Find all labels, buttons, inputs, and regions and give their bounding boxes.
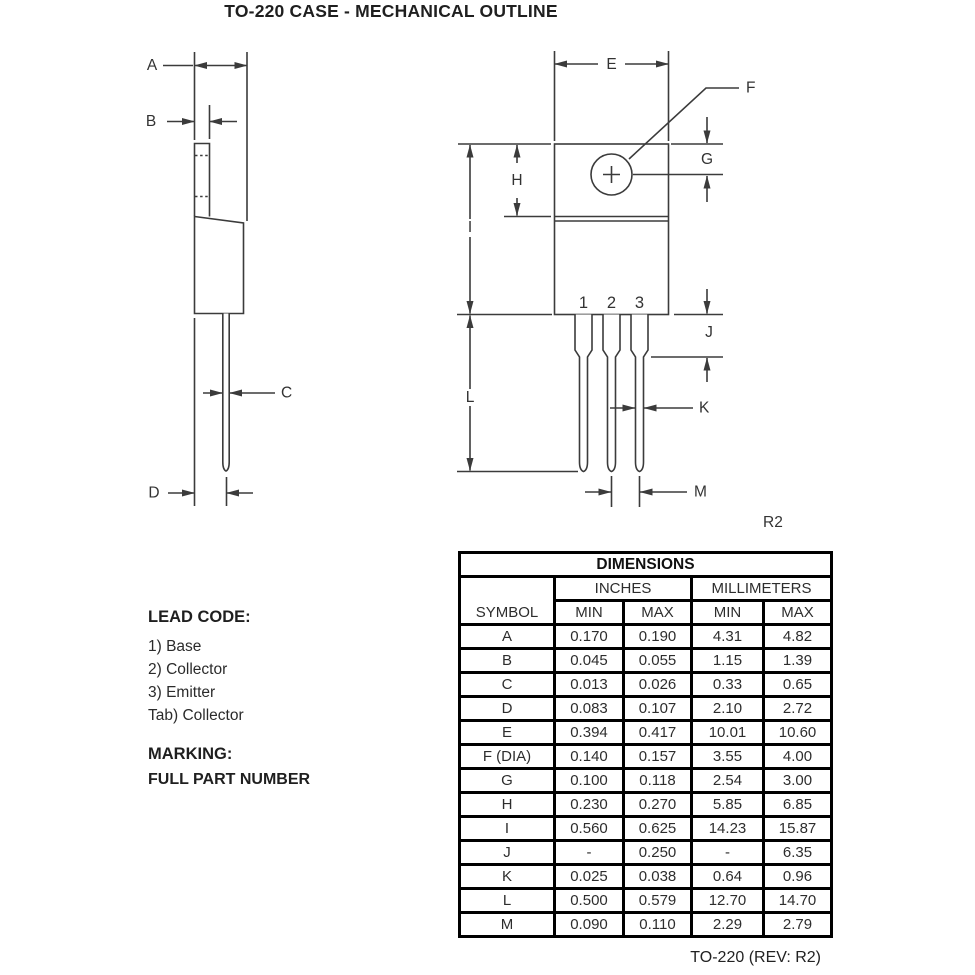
dim-cell: 0.170 — [555, 625, 624, 649]
dim-cell: 0.110 — [624, 913, 692, 937]
dim-cell: 10.60 — [764, 721, 832, 745]
lead-outline — [223, 314, 229, 472]
table-title-row — [460, 553, 832, 577]
table-row — [460, 721, 832, 745]
dim-cell: 3.00 — [764, 769, 832, 793]
dim-label-e: E — [606, 56, 617, 74]
table-row — [460, 769, 832, 793]
dim-cell: 6.35 — [764, 841, 832, 865]
dim-cell: 10.01 — [692, 721, 764, 745]
table-row — [460, 889, 832, 913]
millimeters-header: MILLIMETERS — [692, 577, 832, 601]
table-row — [460, 649, 832, 673]
dim-cell: 0.083 — [555, 697, 624, 721]
dim-cell: 2.10 — [692, 697, 764, 721]
dim-label-j: J — [705, 324, 713, 342]
dim-cell: 0.140 — [555, 745, 624, 769]
dim-cell: 2.54 — [692, 769, 764, 793]
dim-label-f: F — [746, 79, 756, 97]
inches-header: INCHES — [555, 577, 692, 601]
dim-cell: 0.96 — [764, 865, 832, 889]
table-row — [460, 673, 832, 697]
symbol-cell: H — [460, 793, 555, 817]
dim-cell: 0.107 — [624, 697, 692, 721]
dim-cell: 14.70 — [764, 889, 832, 913]
dim-cell: 0.394 — [555, 721, 624, 745]
dim-cell: 2.79 — [764, 913, 832, 937]
dim-cell: - — [555, 841, 624, 865]
dim-label-m: M — [694, 483, 707, 501]
lead-code-heading: LEAD CODE: — [148, 608, 251, 626]
table-caption: TO-220 (REV: R2) — [690, 949, 821, 966]
front-view — [457, 51, 739, 507]
dim-cell: 4.82 — [764, 625, 832, 649]
dim-cell: 0.579 — [624, 889, 692, 913]
dim-cell: 12.70 — [692, 889, 764, 913]
symbol-header: SYMBOL — [460, 577, 555, 625]
marking-value: FULL PART NUMBER — [148, 771, 311, 788]
lead-code-item-tab: Tab) Collector — [148, 707, 244, 724]
lead-3-outline — [631, 315, 648, 472]
symbol-cell: M — [460, 913, 555, 937]
dim-cell: - — [692, 841, 764, 865]
page-title: TO-220 CASE - MECHANICAL OUTLINE — [224, 1, 558, 21]
dim-label-c: C — [281, 384, 293, 402]
dim-cell: 0.417 — [624, 721, 692, 745]
dim-label-l: L — [465, 389, 475, 407]
dim-cell: 0.090 — [555, 913, 624, 937]
dim-cell: 2.29 — [692, 913, 764, 937]
dim-label-k: K — [699, 399, 710, 417]
lead-number-3: 3 — [634, 294, 645, 312]
symbol-cell: A — [460, 625, 555, 649]
dim-cell: 0.250 — [624, 841, 692, 865]
dim-cell: 0.045 — [555, 649, 624, 673]
table-row — [460, 913, 832, 937]
dim-cell: 2.72 — [764, 697, 832, 721]
dim-cell: 0.625 — [624, 817, 692, 841]
table-row — [460, 817, 832, 841]
dim-label-h: H — [511, 172, 523, 190]
lead-code-item-2: 2) Collector — [148, 661, 228, 678]
dim-label-g: G — [700, 151, 714, 169]
symbol-cell: L — [460, 889, 555, 913]
dim-cell: 6.85 — [764, 793, 832, 817]
dim-cell: 0.038 — [624, 865, 692, 889]
dim-cell: 3.55 — [692, 745, 764, 769]
symbol-cell: B — [460, 649, 555, 673]
dim-cell: 0.013 — [555, 673, 624, 697]
lead-number-2: 2 — [606, 294, 617, 312]
dim-cell: 14.23 — [692, 817, 764, 841]
table-row — [460, 841, 832, 865]
dim-cell: 1.39 — [764, 649, 832, 673]
lead-2-outline — [603, 315, 620, 472]
lead-1-outline — [575, 315, 592, 472]
table-unit-row — [460, 577, 832, 601]
body-outline — [195, 217, 244, 314]
table-row — [460, 697, 832, 721]
dim-cell: 15.87 — [764, 817, 832, 841]
dim-label-i: I — [467, 219, 473, 237]
dimensions-table — [458, 551, 833, 938]
dim-cell: 0.64 — [692, 865, 764, 889]
symbol-cell: C — [460, 673, 555, 697]
marking-heading: MARKING: — [148, 745, 233, 763]
lead-code-item-3: 3) Emitter — [148, 684, 216, 701]
dim-cell: 0.270 — [624, 793, 692, 817]
dim-cell: 0.157 — [624, 745, 692, 769]
lead-number-1: 1 — [578, 294, 589, 312]
lead-code-block — [148, 608, 251, 727]
dim-cell: 4.00 — [764, 745, 832, 769]
revision-label: R2 — [763, 514, 783, 531]
dim-cell: 1.15 — [692, 649, 764, 673]
dim-cell: 0.026 — [624, 673, 692, 697]
dim-cell: 0.190 — [624, 625, 692, 649]
dim-cell: 0.500 — [555, 889, 624, 913]
side-view — [163, 52, 275, 506]
table-row — [460, 865, 832, 889]
marking-block — [148, 745, 310, 789]
in-max-header: MAX — [624, 601, 692, 625]
dim-cell: 0.118 — [624, 769, 692, 793]
dim-cell: 0.65 — [764, 673, 832, 697]
tab-outline — [195, 144, 210, 217]
symbol-cell: G — [460, 769, 555, 793]
table-row — [460, 745, 832, 769]
symbol-cell: I — [460, 817, 555, 841]
symbol-cell: K — [460, 865, 555, 889]
dim-cell: 5.85 — [692, 793, 764, 817]
mm-min-header: MIN — [692, 601, 764, 625]
dim-label-a: A — [146, 57, 158, 75]
mm-max-header: MAX — [764, 601, 832, 625]
dim-cell: 0.100 — [555, 769, 624, 793]
table-row — [460, 625, 832, 649]
lead-code-item-1: 1) Base — [148, 638, 202, 655]
symbol-cell: D — [460, 697, 555, 721]
dim-label-d: D — [148, 484, 160, 502]
dim-label-b: B — [145, 113, 157, 131]
symbol-cell: E — [460, 721, 555, 745]
in-min-header: MIN — [555, 601, 624, 625]
symbol-cell: F (DIA) — [460, 745, 555, 769]
dim-cell: 0.33 — [692, 673, 764, 697]
dim-cell: 4.31 — [692, 625, 764, 649]
dim-cell: 0.560 — [555, 817, 624, 841]
dim-cell: 0.025 — [555, 865, 624, 889]
dim-cell: 0.055 — [624, 649, 692, 673]
symbol-cell: J — [460, 841, 555, 865]
table-row — [460, 793, 832, 817]
table-title: DIMENSIONS — [460, 553, 832, 577]
dim-cell: 0.230 — [555, 793, 624, 817]
